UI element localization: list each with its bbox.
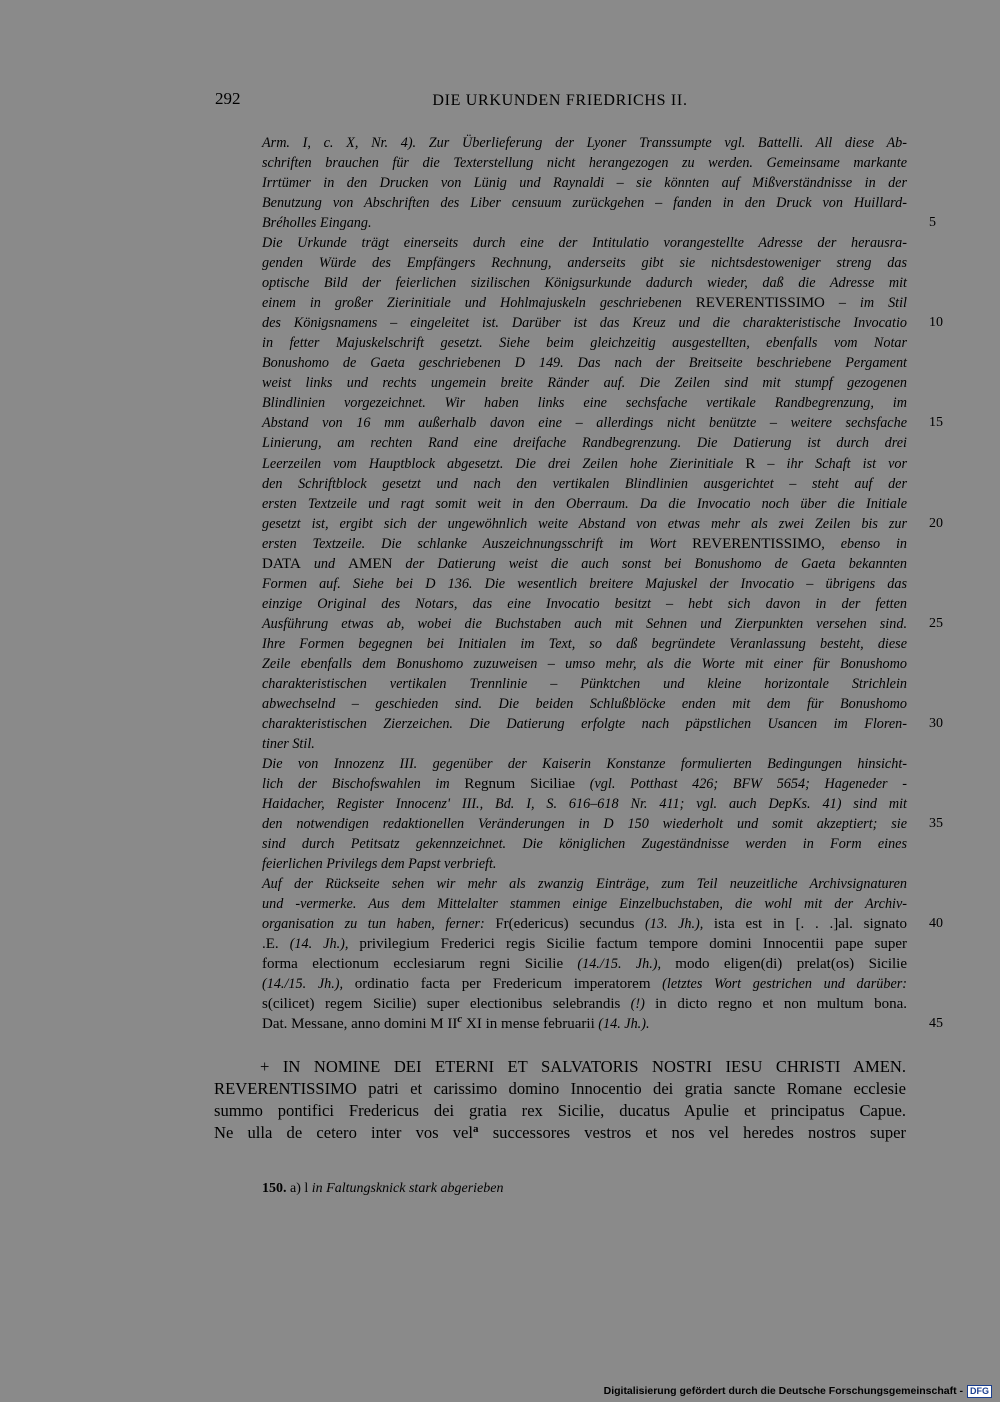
italic-text: den Schriftblock gesetzt und nach den vertikalen Blindlinien ausgerichtet – steht auf der — [262, 475, 907, 492]
commentary-line — [262, 714, 943, 734]
upright-text: modo eligen(di) prelat(os) Sicilie — [675, 956, 907, 973]
commentary-line-text — [262, 135, 907, 151]
commentary-line-text — [262, 1013, 650, 1033]
commentary-line — [262, 814, 943, 834]
commentary-block — [262, 133, 943, 1034]
invocatio-line: + IN NOMINE DEI ETERNI ET SALVATORIS NOSTRI IESU CHRISTI AMEN. — [260, 1057, 906, 1076]
commentary-line-text — [262, 596, 907, 612]
italic-text: in fetter Majuskelschrift gesetzt. Siehe beim gleichzeitig ausgestellten, ebenfalls vom Notar — [262, 335, 907, 352]
italic-text: den notwendigen redaktionellen Veränderungen in D 150 wiederholt und somit akzeptiert; sie — [262, 816, 907, 833]
italic-text: Die Urkunde trägt einerseits durch eine der Intitulatio vorangestellte Adresse der herausra- — [262, 235, 907, 252]
commentary-line-text — [262, 496, 907, 512]
footnote — [262, 1181, 503, 1197]
commentary-line — [262, 173, 907, 193]
commentary-line-text — [262, 395, 907, 411]
italic-text: der Datierung weist die auch sonst bei Bonushomo de Gaeta bekannten — [392, 555, 907, 572]
commentary-line — [262, 193, 907, 213]
commentary-line — [262, 674, 907, 694]
commentary-line — [262, 874, 907, 894]
upright-text: R — [745, 455, 756, 472]
commentary-line-text — [262, 516, 907, 532]
upright-text: Regnum Siciliae — [464, 776, 576, 792]
commentary-line — [262, 313, 943, 333]
commentary-line — [262, 894, 907, 914]
commentary-line-text — [262, 836, 907, 852]
commentary-line-text — [262, 255, 907, 271]
commentary-line-text — [262, 375, 907, 391]
commentary-line — [262, 854, 907, 874]
upright-text: REVERENTISSIMO — [692, 535, 822, 552]
italic-text: Benutzung von Abschriften des Liber censuum zurückgehen – fanden in den Druck von Huillard- — [262, 195, 907, 212]
line-number: 10 — [929, 315, 943, 331]
footnote-ref: l — [304, 1181, 309, 1196]
commentary-line-text — [262, 776, 907, 792]
commentary-line — [262, 494, 907, 514]
commentary-line — [262, 614, 943, 634]
commentary-line — [262, 213, 936, 233]
commentary-line-text — [262, 295, 907, 311]
upright-text: REVERENTISSIMO — [695, 295, 825, 312]
commentary-line-text — [262, 856, 496, 872]
commentary-line — [262, 534, 907, 554]
page-number: 292 — [215, 89, 241, 108]
commentary-line-text — [262, 676, 907, 692]
commentary-line-text — [262, 235, 907, 251]
italic-text: Formen auf. Siehe bei D 136. Die wesentlich breitere Majuskel der Invocatio – übrigens das — [262, 575, 907, 592]
italic-text: Auf der Rückseite sehen wir mehr als zwanzig Einträge, zum Teil neuzeitliche Archivsignaturen — [262, 876, 907, 893]
commentary-line — [262, 654, 907, 674]
italic-text: tiner Stil. — [262, 735, 315, 752]
upright-text: AMEN — [348, 555, 393, 572]
italic-text: (14./15. Jh.), — [563, 956, 676, 973]
commentary-line-text — [262, 195, 907, 211]
line-number: 30 — [929, 715, 943, 731]
commentary-line — [262, 433, 907, 453]
commentary-line-text — [262, 576, 907, 592]
upright-text: Dat. Messane, anno domini M II — [262, 1016, 458, 1033]
commentary-line — [262, 754, 907, 774]
address-line: REVERENTISSIMO patri et carissimo domino Innocentio dei gratia sancte Romane ecclesie — [214, 1079, 906, 1098]
italic-text: ersten Textzeile. Die schlanke Auszeichnungsschrift im Wort — [262, 535, 693, 552]
italic-text: ersten Textzeile und ragt somit weit in den Oberraum. Da die Invocatio noch über die Initiale — [262, 495, 907, 512]
commentary-line-text — [262, 275, 907, 291]
italic-text: und — [300, 555, 349, 572]
italic-text: abwechselnd – geschieden sind. Die beiden Schlußblöcke enden mit dem für Bonushomo — [262, 695, 907, 712]
commentary-line — [262, 954, 907, 974]
commentary-line — [262, 514, 943, 534]
italic-text: Linierung, am rechten Rand eine dreifache Randbegrenzung. Die Datierung ist durch drei — [262, 435, 907, 452]
upright-text: .E. — [262, 936, 279, 953]
commentary-line-text — [262, 896, 907, 912]
italic-text: einem in großer Zierinitiale und Hohlmajuskeln geschriebenen — [262, 295, 696, 312]
italic-text: Bonushomo de Gaeta geschriebenen D 149. Das nach der Breitseite beschriebene Pergament — [262, 355, 907, 372]
upright-text: ista est in [. . .]al. signato — [713, 916, 908, 933]
commentary-line-text — [262, 756, 907, 772]
italic-text: (13. Jh.), — [634, 916, 714, 933]
italic-text: organisation zu tun haben, ferner: — [262, 916, 496, 933]
upright-text: forma electionum ecclesiarum regni Sicilie — [262, 956, 564, 973]
line-number: 25 — [929, 615, 943, 631]
commentary-line — [262, 273, 907, 293]
italic-text: Ihre Formen begegnen bei Initialen im Text, so daß begründete Veranlassung besteht, diese — [262, 635, 907, 652]
commentary-line-text — [262, 415, 907, 431]
commentary-line — [262, 133, 907, 153]
commentary-line-text — [262, 916, 907, 932]
italic-text: genden Würde des Empfängers Rechnung, anderseits gibt sie nichtsdestoweniger streng das — [262, 255, 907, 272]
commentary-line — [262, 474, 907, 494]
commentary-line-text — [262, 335, 907, 351]
line-number: 35 — [929, 816, 943, 832]
commentary-line — [262, 393, 907, 413]
upright-text: s(cilicet) regem Sicilie) super electionibus selebrandis — [262, 996, 621, 1013]
italic-text: schriften brauchen für die Texterstellung nicht herangezogen zu werden. Gemeinsame markante — [262, 155, 907, 172]
running-title: DIE URKUNDEN FRIEDRICHS II. — [432, 92, 688, 109]
commentary-line-text — [262, 636, 907, 652]
commentary-line — [262, 293, 907, 313]
footnote-text: in Faltungsknick stark abgerieben — [311, 1181, 504, 1196]
commentary-line-text — [262, 556, 907, 572]
italic-text: (letztes Wort gestrichen und darüber: — [650, 976, 907, 993]
italic-text: Irrtümer in den Drucken von Lünig und Raynaldi – sie könnten auf Mißverständnisse in der — [262, 175, 907, 192]
commentary-line — [262, 934, 907, 954]
commentary-line — [262, 1013, 943, 1034]
commentary-line — [262, 634, 907, 654]
italic-text: sind durch Petitsatz gekennzeichnet. Die königlichen Zugeständnisse werden in Form eines — [262, 836, 907, 853]
commentary-line-text — [262, 936, 907, 952]
commentary-line — [262, 794, 907, 814]
commentary-line-text — [262, 476, 907, 492]
superscript: c — [457, 1013, 463, 1026]
edition-text — [214, 1056, 906, 1144]
line-number: 5 — [929, 215, 936, 231]
italic-text: Zeile ebenfalls dem Bonushomo zuzuweisen – umso mehr, als die Worte mit einer für Bonushomo — [262, 655, 907, 672]
commentary-line — [262, 594, 907, 614]
dfg-logo[interactable]: DFG — [967, 1385, 992, 1398]
italic-text: und -vermerke. Aus dem Mittelalter stammen einige Einzelbuchstaben, die wohl mit der Archiv- — [262, 896, 907, 913]
italic-text: Blindlinien vorgezeichnet. Wir haben links eine sechsfache vertikale Randbegrenzung, im — [262, 395, 907, 412]
commentary-line-text — [262, 456, 907, 472]
commentary-line-text — [262, 315, 907, 331]
italic-text: Ausführung etwas ab, wobei die Buchstaben auch mit Sehnen und Zierpunkten versehen sind. — [262, 615, 907, 632]
commentary-line-text — [262, 696, 907, 712]
commentary-line-text — [262, 656, 907, 672]
commentary-line-text — [262, 796, 907, 812]
upright-text: ordinatio facta per Fredericum imperatorem — [354, 976, 651, 993]
commentary-line — [262, 413, 943, 433]
upright-text: XI in mense februarii — [462, 1016, 595, 1033]
italic-text: Die von Innozenz III. gegenüber der Kaiserin Konstanze formulierten Bedingungen hinsicht- — [262, 755, 907, 772]
commentary-line-text — [262, 155, 907, 171]
commentary-line — [262, 734, 907, 754]
italic-text: gesetzt ist, ergibt sich der ungewöhnlich weite Abstand von etwas mehr als zwei Zeilen bis zur — [262, 515, 907, 532]
commentary-line — [262, 353, 907, 373]
dfg-footer — [604, 1384, 992, 1398]
upright-text: in dicto regno et non multum bona. — [655, 996, 907, 1013]
footnote-marker-label: a) — [290, 1181, 301, 1196]
text-line — [214, 1122, 906, 1144]
italic-text: optische Bild der feierlichen sizilischen Königsurkunde dadurch wieder, daß die Adresse mit — [262, 275, 907, 292]
italic-text: (14. Jh.). — [594, 1016, 650, 1033]
commentary-line — [262, 333, 907, 353]
italic-text: Arm. I, c. X, Nr. 4). Zur Überlieferung der Lyoner Transsumpte vgl. Battelli. All diese Ab- — [262, 135, 907, 151]
commentary-line — [262, 153, 907, 173]
dfg-credit: Digitalisierung gefördert durch die Deutsche Forschungsgemeinschaft - — [603, 1385, 963, 1397]
italic-text: weist links und rechts ungemein breite Ränder auf. Die Zeilen sind mit stumpf gezogenen — [262, 375, 907, 392]
commentary-line — [262, 994, 907, 1014]
commentary-line-text — [262, 876, 907, 892]
italic-text: (14. Jh.), — [278, 936, 360, 953]
commentary-line — [262, 554, 907, 574]
commentary-line-text — [262, 355, 907, 371]
upright-text: privilegium Frederici regis Sicilie factum tempore domini Innocentii pape super — [359, 936, 908, 953]
italic-text: lich der Bischofswahlen im — [262, 776, 465, 792]
commentary-line — [262, 233, 907, 253]
commentary-line-text — [262, 716, 907, 732]
italic-text: einzige Original des Notars, das eine Invocatio besitzt – hebt sich davon in der fetten — [262, 595, 907, 612]
italic-text: (!) — [620, 996, 656, 1013]
commentary-line — [262, 774, 907, 794]
italic-text: des Königsnamens – eingeleitet ist. Darüber ist das Kreuz und die charakteristische Invocatio — [262, 315, 907, 332]
commentary-line-text — [262, 536, 907, 552]
commentary-line — [262, 454, 907, 474]
commentary-line-text — [262, 215, 372, 231]
italic-text: Bréholles Eingang. — [262, 215, 372, 232]
line-number: 45 — [929, 1016, 943, 1032]
text-line-part: Ne ulla de cetero inter vos vel — [214, 1123, 474, 1142]
line-number: 20 — [929, 515, 943, 531]
italic-text: Abstand von 16 mm außerhalb davon eine – allerdings nicht benützte – weitere sechsfache — [262, 415, 907, 432]
italic-text: charakteristischen Zierzeichen. Die Datierung erfolgte nach päpstlichen Usancen im Floren- — [262, 715, 907, 732]
italic-text: (14./15. Jh.), — [262, 976, 355, 993]
text-line-part: successores vestros et nos vel heredes nostros super — [478, 1123, 907, 1142]
commentary-line-text — [262, 996, 907, 1012]
commentary-line-text — [262, 736, 315, 752]
footnote-marker[interactable]: a — [473, 1123, 479, 1135]
italic-text: charakteristischen vertikalen Trennlinie – Pünktchen und kleine horizontale Strichlein — [262, 675, 907, 692]
footnote-number: 150. — [262, 1181, 287, 1196]
commentary-line — [262, 974, 907, 994]
italic-text: (vgl. Potthast 426; BFW 5654; Hageneder - — [575, 776, 907, 792]
commentary-line-text — [262, 976, 907, 992]
commentary-line — [262, 914, 943, 934]
line-number: 15 — [929, 415, 943, 431]
italic-text: Haidacher, Register Innocenz' III., Bd. I, S. 616–618 Nr. 411; vgl. auch DepKs. 41) sind mit — [262, 796, 907, 813]
italic-text: , ebenso in — [821, 535, 907, 552]
upright-text: Fr(edericus) secundus — [495, 916, 635, 933]
upright-text: DATA — [262, 555, 301, 572]
commentary-line-text — [262, 435, 907, 451]
italic-text: – im Stil — [824, 295, 907, 312]
line-number: 40 — [929, 916, 943, 932]
intitulatio-line: summo pontifici Fredericus dei gratia rex Sicilie, ducatus Apulie et principatus Capue. — [214, 1101, 906, 1120]
commentary-line — [262, 834, 907, 854]
commentary-line — [262, 694, 907, 714]
italic-text: feierlichen Privilegs dem Papst verbrieft. — [262, 856, 497, 873]
commentary-line-text — [262, 616, 907, 632]
italic-text: – ihr Schaft ist vor — [755, 455, 907, 472]
commentary-line — [262, 373, 907, 393]
commentary-line-text — [262, 816, 907, 832]
commentary-line — [262, 253, 907, 273]
commentary-line-text — [262, 175, 907, 191]
italic-text: Leerzeilen vom Hauptblock abgesetzt. Die drei Zeilen hohe Zierinitiale — [262, 455, 746, 472]
commentary-line-text — [262, 956, 907, 972]
commentary-line — [262, 574, 907, 594]
